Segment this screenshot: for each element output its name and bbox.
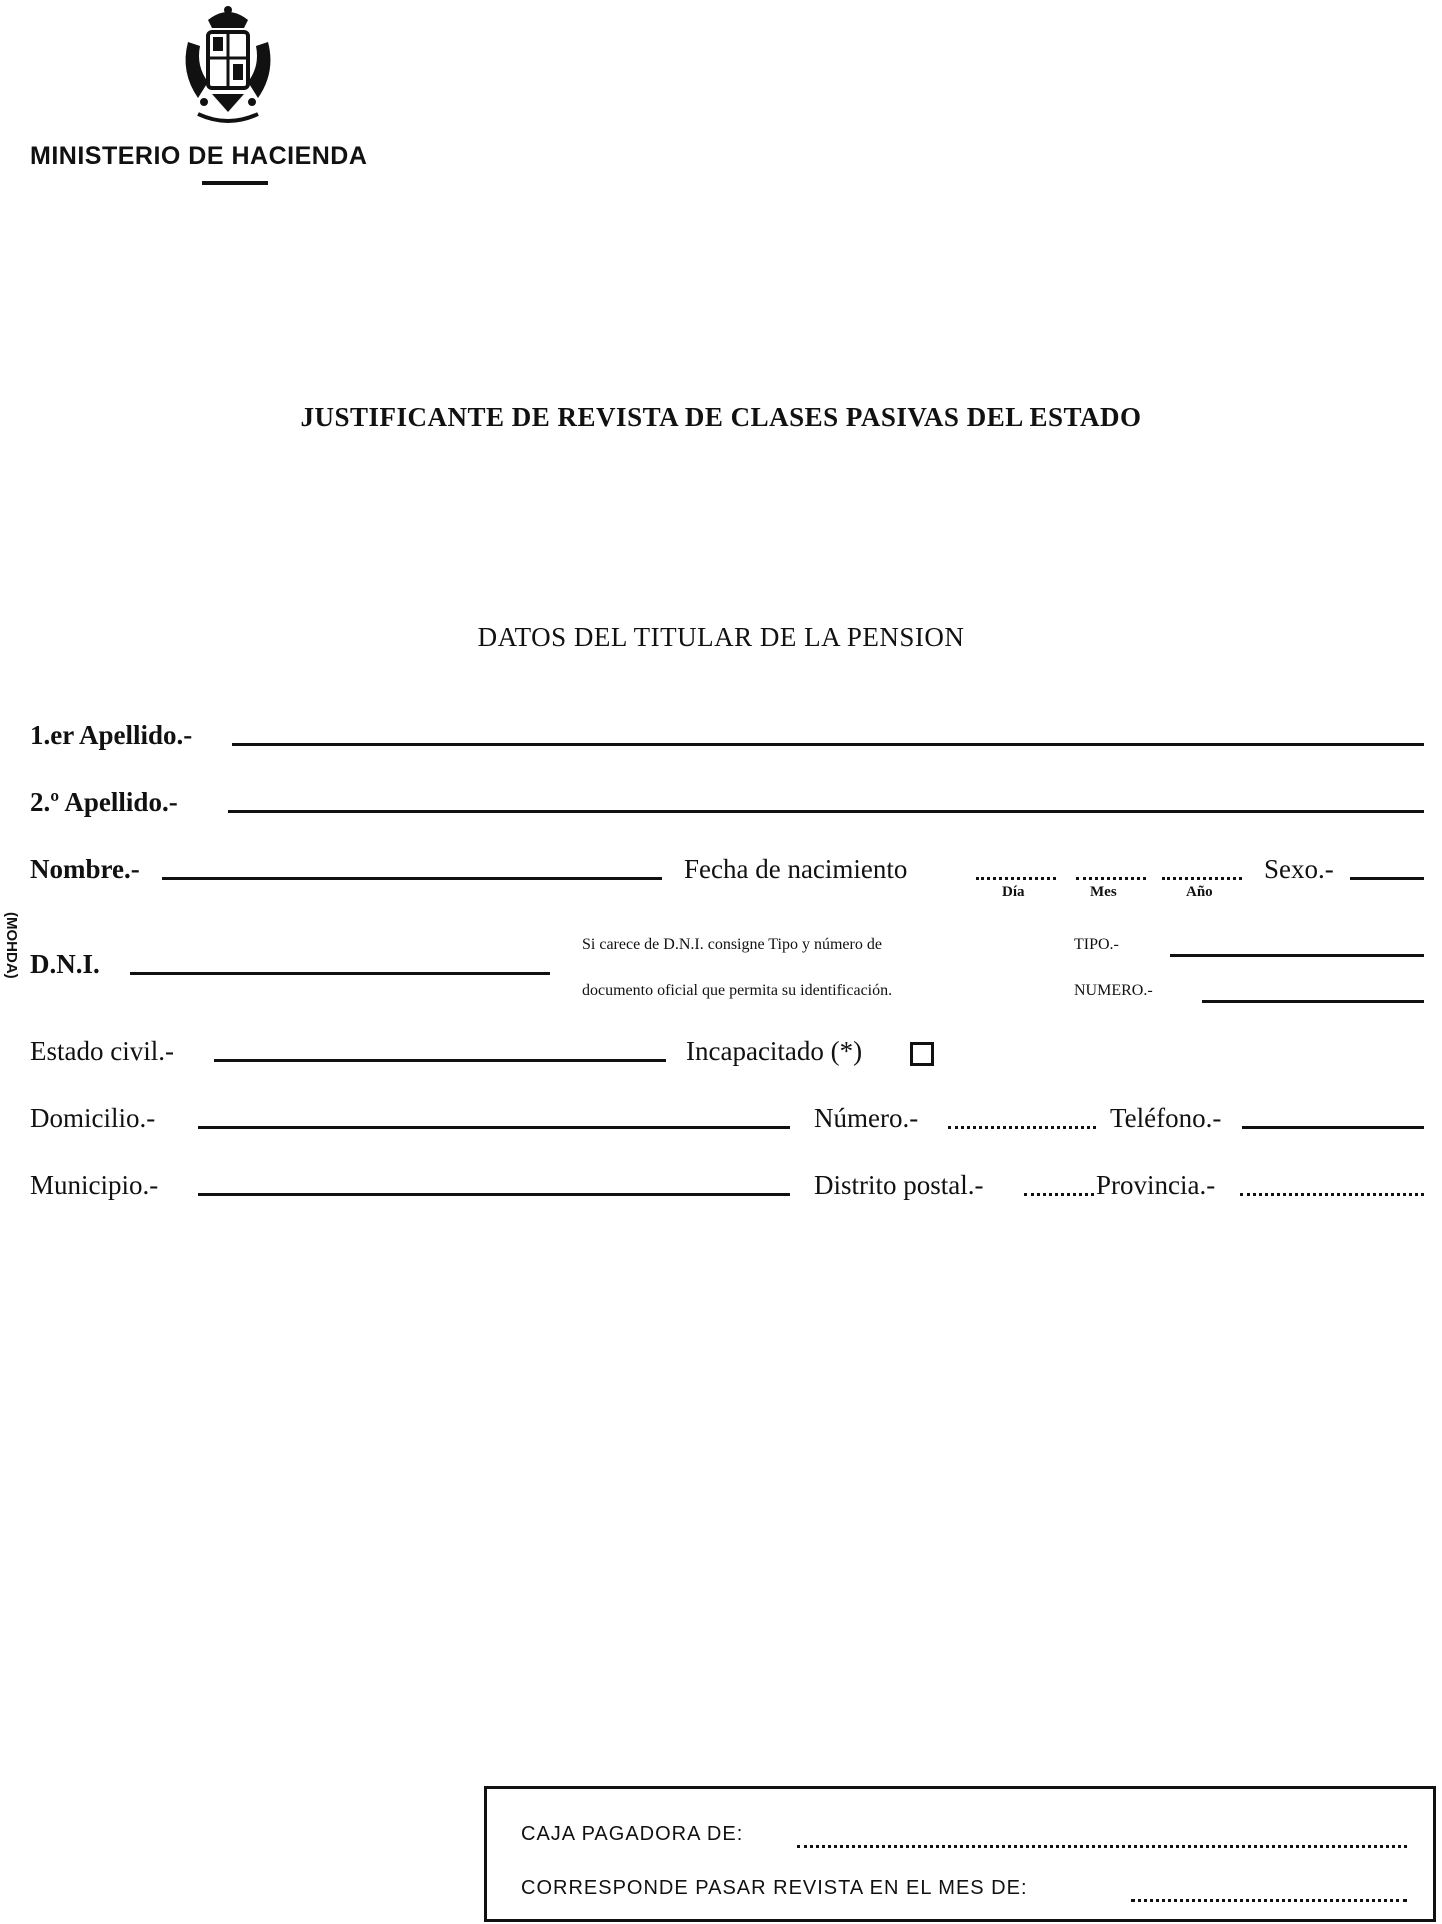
municipio-label: Municipio.- [30, 1170, 159, 1200]
fecha-nacimiento-label: Fecha de nacimiento [684, 854, 908, 884]
fecha-mes-field[interactable] [1076, 877, 1146, 880]
dni-note-line2: documento oficial que permita su identificación. [582, 982, 893, 999]
dni-note-line1: Si carece de D.N.I. consigne Tipo y número de [582, 936, 882, 953]
revista-mes-label: CORRESPONDE PASAR REVISTA EN EL MES DE: [521, 1877, 1028, 1899]
nombre-field[interactable] [162, 877, 662, 880]
numero-documento-label: NUMERO.- [1074, 982, 1153, 999]
anio-caption: Año [1186, 884, 1213, 900]
municipio-field[interactable] [198, 1193, 790, 1196]
apellido1-field[interactable] [232, 743, 1424, 746]
nombre-label: Nombre.- [30, 854, 140, 884]
domicilio-label: Domicilio.- [30, 1103, 156, 1133]
apellido2-label: 2.º Apellido.- [30, 787, 178, 817]
tipo-label: TIPO.- [1074, 936, 1119, 953]
dni-field[interactable] [130, 972, 550, 975]
tipo-field[interactable] [1170, 954, 1424, 957]
estado-civil-label: Estado civil.- [30, 1036, 174, 1066]
payment-box [484, 1786, 1436, 1922]
dni-label: D.N.I. [30, 949, 100, 979]
document-title: JUSTIFICANTE DE REVISTA DE CLASES PASIVAS DEL ESTADO [300, 402, 1142, 432]
sexo-label: Sexo.- [1264, 854, 1334, 884]
section-title: DATOS DEL TITULAR DE LA PENSION [477, 622, 965, 652]
mes-caption: Mes [1090, 884, 1117, 900]
fecha-anio-field[interactable] [1162, 877, 1242, 880]
provincia-field[interactable] [1240, 1193, 1424, 1196]
sexo-field[interactable] [1350, 877, 1424, 880]
distrito-postal-field[interactable] [1024, 1193, 1094, 1196]
apellido1-label: 1.er Apellido.- [30, 720, 193, 750]
distrito-postal-label: Distrito postal.- [814, 1170, 984, 1200]
telefono-label: Teléfono.- [1110, 1103, 1222, 1133]
domicilio-field[interactable] [198, 1126, 790, 1129]
ministry-name: MINISTERIO DE HACIENDA [30, 142, 368, 170]
fecha-dia-field[interactable] [976, 877, 1056, 880]
coat-of-arms-icon [178, 2, 278, 134]
telefono-field[interactable] [1242, 1126, 1424, 1129]
provincia-label: Provincia.- [1096, 1170, 1216, 1200]
caja-pagadora-field[interactable] [797, 1845, 1407, 1848]
numero-label: Número.- [814, 1103, 919, 1133]
apellido2-field[interactable] [228, 810, 1424, 813]
numero-documento-field[interactable] [1202, 1000, 1424, 1003]
incapacitado-checkbox[interactable] [910, 1042, 934, 1066]
ministry-underline [202, 181, 268, 185]
caja-pagadora-label: CAJA PAGADORA DE: [521, 1823, 744, 1845]
numero-field[interactable] [948, 1126, 1096, 1129]
estado-civil-field[interactable] [214, 1059, 666, 1062]
side-code: (MOHDA) [3, 912, 20, 979]
incapacitado-label: Incapacitado (*) [686, 1036, 863, 1066]
dia-caption: Día [1002, 884, 1025, 900]
revista-mes-field[interactable] [1131, 1899, 1407, 1902]
